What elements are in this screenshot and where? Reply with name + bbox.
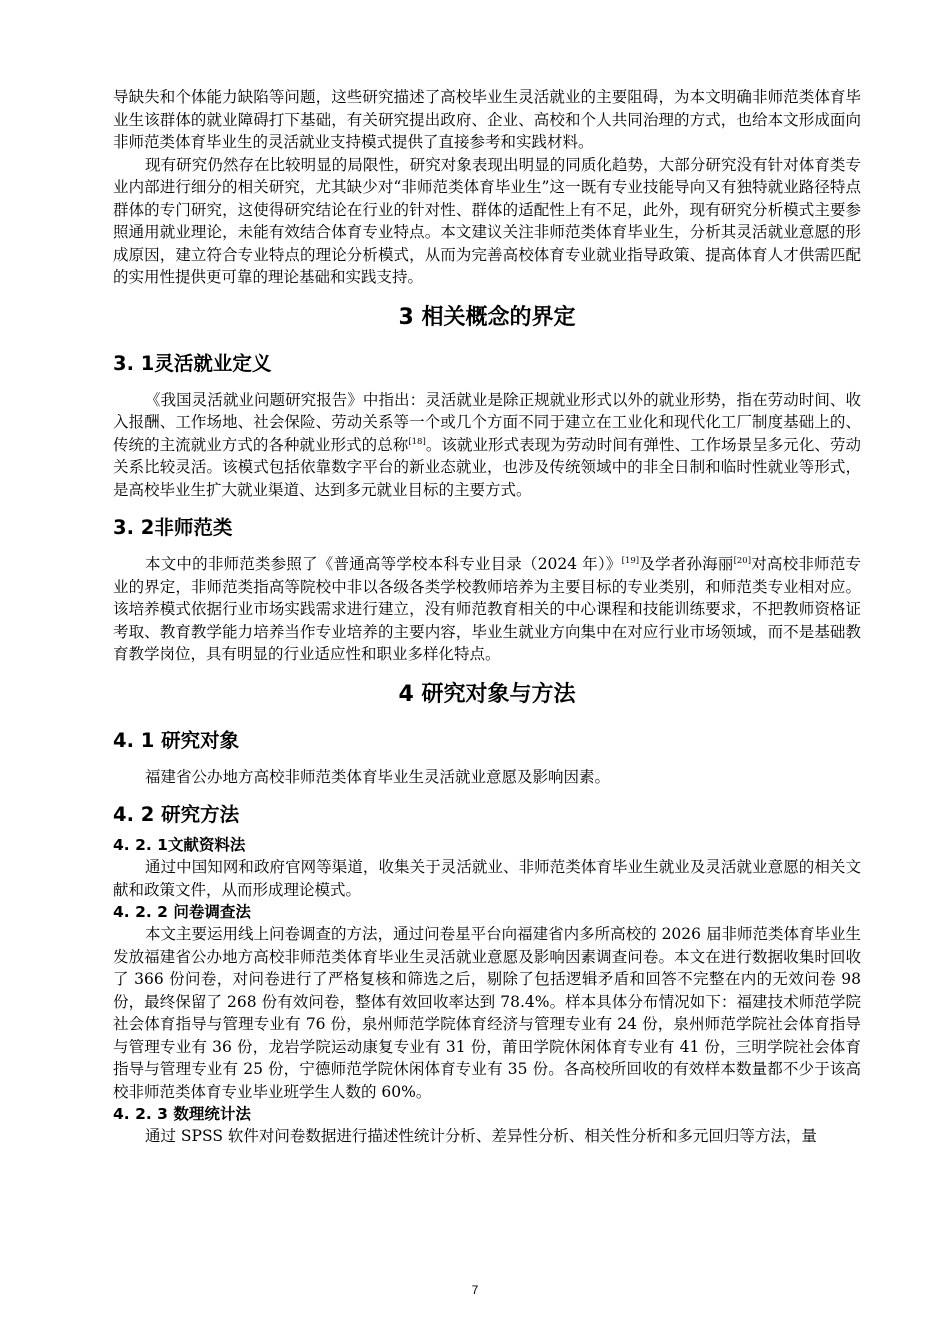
subsection-heading-4-2-2: 4. 2. 2 问卷调查法 [113,903,251,921]
non-normal-text-2: 及学者孙海丽 [639,555,734,573]
definition-text-1: 《我国灵活就业问题研究报告》中指出：灵活就业是除正规就业形式以外的就业形势，指在劳动时间、收入报酬、工作场地、社会保险、劳动关系等一个或几个方面不同于建立在工业化和现代化工厂制度基础上的、传统的主流就业方式的各种就业形式的总称 [113,390,861,454]
paragraph-non-normal-definition [113,553,861,666]
citation-19: [19] [621,555,640,566]
paragraph-literature-summary: 导缺失和个体能力缺陷等问题，这些研究描述了高校毕业生灵活就业的主要阻碍，为本文明确非师范类体育毕业生该群体的就业障碍打下基础，有关研究提出政府、企业、高校和个人共同治理的方式，也给本文形成面向非师范类体育毕业生的灵活就业支持模式提供了直接参考和实践材料。 [113,88,861,151]
section-heading-3: 3 相关概念的界定 [398,304,576,330]
section-heading-4: 4 研究对象与方法 [398,681,576,707]
non-normal-text-1: 本文中的非师范类参照了《普通高等学校本科专业目录（2024 年）》 [145,555,622,573]
paragraph-research-object: 福建省公办地方高校非师范类体育毕业生灵活就业意愿及影响因素。 [145,767,611,786]
paragraph-literature-method: 通过中国知网和政府官网等渠道，收集关于灵活就业、非师范类体育毕业生就业及灵活就业意愿的相关文献和政策文件，从而形成理论模式。 [113,858,861,899]
paragraph-research-limitations: 现有研究仍然存在比较明显的局限性，研究对象表现出明显的同质化趋势，大部分研究没有针对体育类专业内部进行细分的相关研究，尤其缺少对“非师范类体育毕业生”这一既有专业技能导向又有独特就业路径特点群体的专门研究，这使得研究结论在行业的针对性、群体的适配性上有不足，此外，现有研究分析模式主要参照通用就业理论，未能有效结合体育专业特点。本文建议关注非师范类体育毕业生，分析其灵活就业意愿的形成原因，建立符合专业特点的理论分析模式，从而为完善高校体育专业就业指导政策、提高体育人才供需匹配的实用性提供更可靠的理论基础和实践支持。 [113,155,861,286]
subsection-heading-4-2-3: 4. 2. 3 数理统计法 [113,1105,251,1123]
subsection-heading-4-2: 4. 2 研究方法 [113,803,240,826]
subsection-heading-3-2: 3. 2非师范类 [113,516,233,539]
definition-text-2: 。该就业形式表现为劳动时间有弹性、工作场景呈多元化、劳动关系比较灵活。该模式包括依靠数字平台的新业态就业，也涉及传统领域中的非全日制和临时性就业等形式，是高校毕业生扩大就业渠道、达到多元就业目标的主要方式。 [113,435,861,499]
subsection-heading-3-1: 3. 1灵活就业定义 [113,351,272,375]
subsection-heading-4-2-1: 4. 2. 1文献资料法 [113,836,246,854]
paragraph-flexible-employment-definition [113,389,861,502]
non-normal-text-3: 对高校非师范专业的界定，非师范类指高等院校中非以各级各类学校教师培养为主要目标的专业类别，和师范类专业相对应。该培养模式依据行业市场实践需求进行建立，没有师范教育相关的中心课程和技能训练要求，不把教师资格证考取、教育教学能力培养当作专业培养的主要内容，毕业生就业方向集中在对应行业市场领域，而不是基础教育教学岗位，具有明显的行业适应性和职业多样化特点。 [113,555,861,663]
paragraph-questionnaire-method: 本文主要运用线上问卷调查的方法，通过问卷星平台向福建省内多所高校的 2026 届非师范类体育毕业生发放福建省公办地方高校非师范类体育毕业生灵活就业意愿及影响因素调查问卷。本文在进行数据收集时回收了 366 份问卷，对问卷进行了严格复核和筛选之后，剔除了包括逻辑矛盾和回答不完整在内的无效问卷 98 份，最终保留了 268 份有效问卷，整体有效回收率达到 78.4%。样本具体分布情况如下：福建技术师范学院社会体育指导与管理专业有 76 份，泉州师范学院体育经济与管理专业有 24 份，泉州师范学院社会体育指导与管理专业有 36 份，龙岩学院运动康复专业有 31 份，莆田学院休闲体育专业有 41 份，三明学院社会体育指导与管理专业有 25 份，宁德师范学院休闲体育专业有 35 份。各高校所回收的有效样本数量都不少于该高校非师范类体育专业毕业班学生人数的 60%。 [113,925,861,1101]
page-number: 7 [471,1283,479,1297]
page-body [113,86,861,1148]
citation-20: [20] [733,555,752,566]
subsection-heading-4-1: 4. 1 研究对象 [113,728,240,752]
citation-18: [18] [408,436,426,447]
paragraph-statistics-method: 通过 SPSS 软件对问卷数据进行描述性统计分析、差异性分析、相关性分析和多元回归等方法，量 [145,1127,817,1145]
